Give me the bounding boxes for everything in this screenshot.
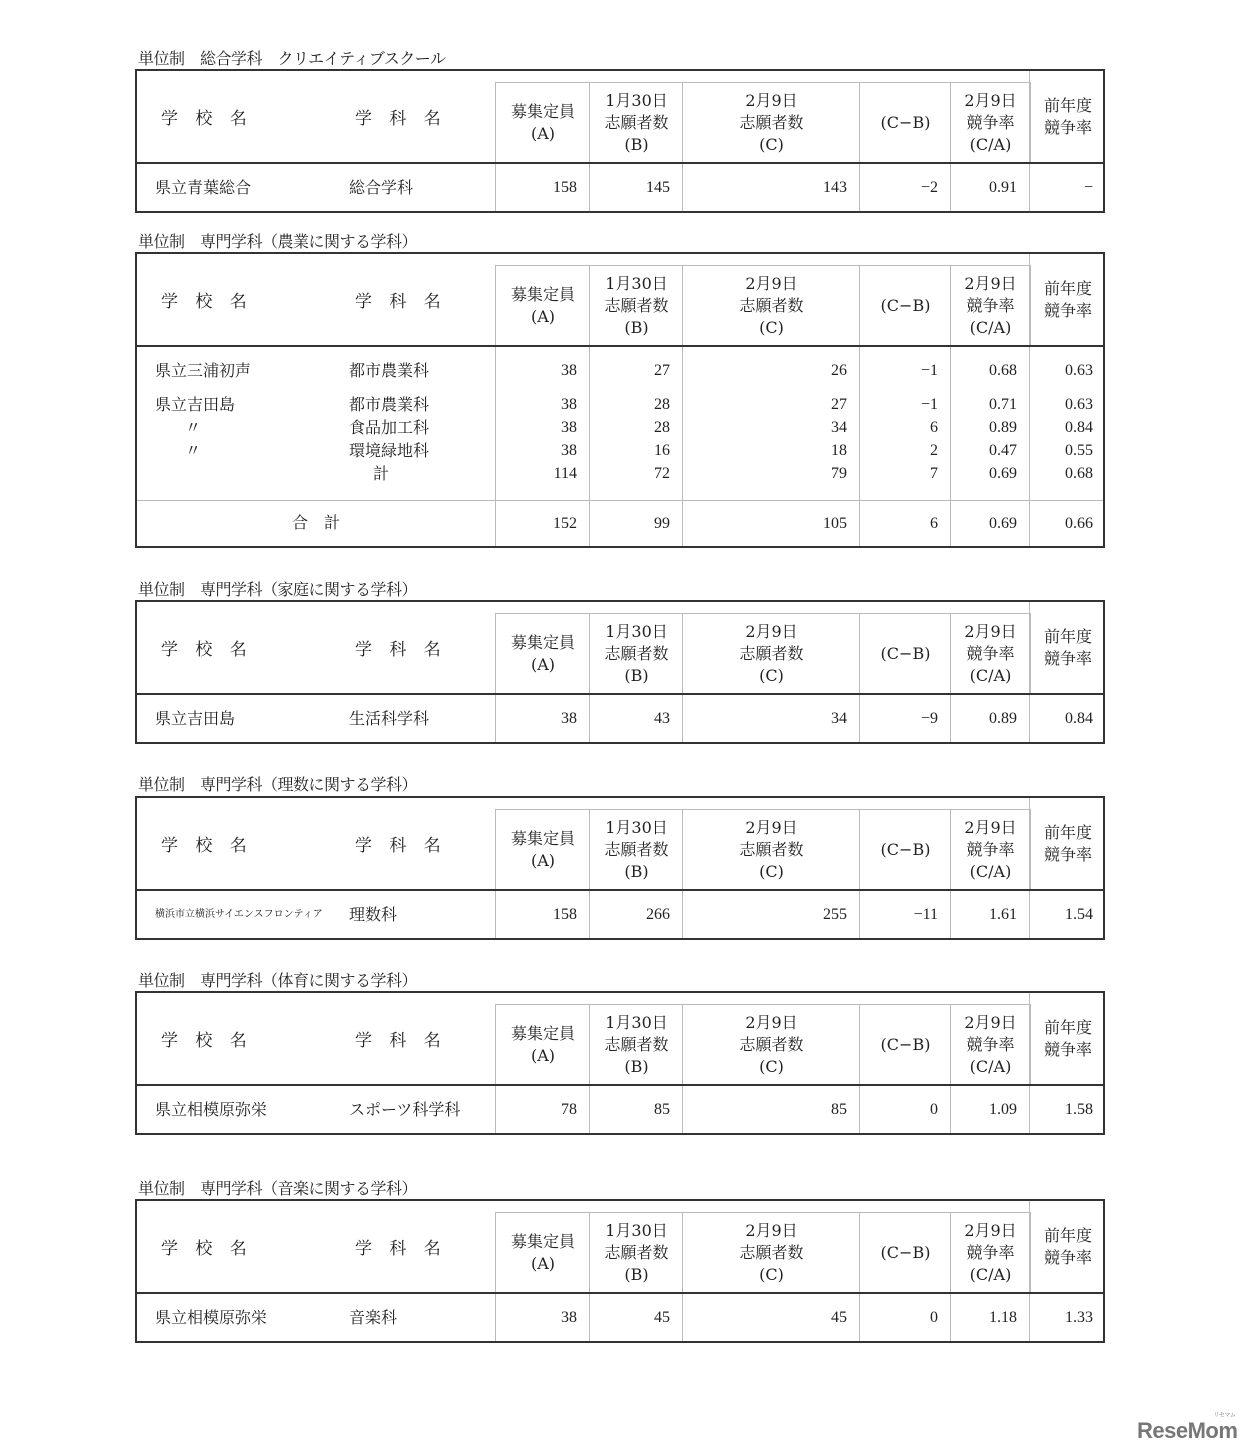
header-line: 募集定員: [510, 828, 575, 848]
header-line: (C/A): [969, 1264, 1012, 1284]
header-diff: [859, 1212, 951, 1292]
applicants-feb9: 79: [831, 465, 847, 482]
table-row: [137, 359, 1103, 382]
header-diff: [859, 82, 951, 162]
prev-ratio: 1.58: [1065, 1101, 1093, 1118]
header-line: (C/A): [969, 134, 1012, 154]
applicants-jan30: 85: [654, 1101, 670, 1118]
school-name: 県立青葉総合: [155, 178, 252, 197]
prev-ratio: 0.84: [1065, 710, 1093, 727]
header-line: (A): [530, 654, 556, 674]
table-row: [137, 707, 1103, 730]
department-name: 食品加工科: [349, 418, 430, 437]
capacity: 78: [561, 1101, 577, 1118]
header-school: 学 校 名: [161, 836, 253, 856]
header-ratio: [950, 613, 1031, 693]
header-line: 募集定員: [510, 1023, 575, 1043]
header-capacity: [495, 809, 590, 889]
header-line: 1月30日: [605, 90, 668, 110]
header-school: 学 校 名: [161, 1031, 253, 1051]
header-line: (B): [624, 317, 649, 337]
table-row: [137, 416, 1103, 439]
header-line: 競争率: [1043, 1247, 1092, 1267]
header-line: (C/A): [969, 317, 1012, 337]
header-line: (B): [624, 1056, 649, 1076]
applicants-feb9: 45: [831, 1309, 847, 1326]
capacity: 38: [561, 710, 577, 727]
header-school: 学 校 名: [161, 109, 253, 129]
table-header: [137, 602, 1103, 695]
total-value: 6: [930, 515, 938, 532]
school-name: 横浜市立横浜サイエンスフロンティア: [155, 909, 323, 920]
header-diff: [859, 265, 951, 345]
header-jan30: [589, 1004, 683, 1084]
header-line: 志願者数: [604, 112, 669, 132]
header-line: 2月9日: [964, 621, 1017, 641]
header-prev: [1029, 993, 1106, 1084]
logo-kana: リセマム: [1213, 1413, 1236, 1419]
header-jan30: [589, 82, 683, 162]
department-name: 都市農業科: [349, 395, 430, 414]
difference: 0: [930, 1309, 938, 1326]
applicants-jan30: 28: [654, 396, 670, 413]
header-line: 競争率: [966, 643, 1015, 663]
header-school: 学 校 名: [161, 640, 253, 660]
header-capacity: [495, 613, 590, 693]
section-title: 単位制 専門学科（家庭に関する学科）: [138, 580, 418, 599]
column-divider: [859, 501, 860, 546]
table-row: [137, 393, 1103, 416]
header-line: 競争率: [1043, 1039, 1092, 1059]
rows-group: [137, 695, 1103, 730]
difference: 0: [930, 1101, 938, 1118]
department-name: 都市農業科: [349, 361, 430, 380]
table-row: [137, 1306, 1103, 1329]
competition-ratio: 0.89: [989, 710, 1017, 727]
data-table: [135, 252, 1105, 548]
table-row: [137, 439, 1103, 462]
header-jan30: [589, 265, 683, 345]
section-title: 単位制 総合学科 クリエイティブスクール: [138, 49, 446, 68]
department-name: 理数科: [349, 905, 398, 924]
capacity: 38: [561, 419, 577, 436]
header-line: (A): [530, 1045, 556, 1065]
total-value: 0.69: [989, 515, 1017, 532]
column-divider: [950, 501, 951, 546]
capacity: 114: [553, 465, 577, 482]
header-line: 志願者数: [739, 643, 804, 663]
header-line: (C): [759, 317, 784, 337]
header-line: (A): [530, 850, 556, 870]
table-body: [137, 1086, 1103, 1133]
header-line: 2月9日: [745, 1012, 798, 1032]
applicants-feb9: 34: [831, 710, 847, 727]
difference: −1: [920, 362, 938, 379]
header-line: 1月30日: [605, 1220, 668, 1240]
table-row: [137, 462, 1103, 485]
table-body: [137, 891, 1103, 938]
header-line: 志願者数: [604, 295, 669, 315]
header-ratio: [950, 1004, 1031, 1084]
header-line: (A): [530, 1253, 556, 1273]
data-table: [135, 796, 1105, 940]
header-feb9: [682, 265, 860, 345]
capacity: 38: [561, 362, 577, 379]
header-dept: 学 科 名: [355, 109, 447, 129]
header-line: 志願者数: [604, 643, 669, 663]
department-name: 計: [373, 464, 390, 483]
header-line: (C−B): [880, 1034, 931, 1054]
applicants-jan30: 27: [654, 362, 670, 379]
header-line: 競争率: [966, 295, 1015, 315]
header-line: 競争率: [1043, 844, 1092, 864]
prev-ratio: 0.55: [1065, 442, 1093, 459]
column-divider: [1029, 501, 1030, 546]
header-line: 2月9日: [964, 1012, 1017, 1032]
header-line: 2月9日: [964, 273, 1017, 293]
header-line: (B): [624, 861, 649, 881]
applicants-jan30: 16: [654, 442, 670, 459]
header-line: 1月30日: [605, 817, 668, 837]
logo-text: ReseMom: [1137, 1418, 1238, 1443]
department-name: スポーツ科学科: [349, 1100, 461, 1119]
school-name: 県立相模原弥栄: [155, 1308, 268, 1327]
header-line: (C): [759, 861, 784, 881]
header-capacity: [495, 1004, 590, 1084]
header-feb9: [682, 809, 860, 889]
column-divider: [682, 501, 683, 546]
difference: −11: [913, 906, 938, 923]
rows-group: [137, 164, 1103, 199]
competition-ratio: 0.68: [989, 362, 1017, 379]
difference: −2: [920, 179, 938, 196]
header-line: (B): [624, 665, 649, 685]
competition-ratio: 0.69: [989, 465, 1017, 482]
header-line: 競争率: [966, 1034, 1015, 1054]
competition-ratio: 1.18: [989, 1309, 1017, 1326]
difference: 2: [930, 442, 938, 459]
header-prev: [1029, 602, 1106, 693]
total-value: 152: [553, 515, 577, 532]
section-title: 単位制 専門学科（音楽に関する学科）: [138, 1179, 418, 1198]
header-line: 競争率: [1043, 117, 1092, 137]
table-header: [137, 71, 1103, 164]
prev-ratio: 0.84: [1065, 419, 1093, 436]
prev-ratio: 1.33: [1065, 1309, 1093, 1326]
rows-group: [137, 347, 1103, 485]
school-name: 県立相模原弥栄: [155, 1100, 268, 1119]
header-line: (C): [759, 1056, 784, 1076]
prev-ratio: 1.54: [1065, 906, 1093, 923]
header-line: 志願者数: [739, 839, 804, 859]
applicants-feb9: 143: [823, 179, 847, 196]
school-name: 〃: [185, 441, 202, 460]
department-name: 総合学科: [349, 178, 414, 197]
header-dept: 学 科 名: [355, 836, 447, 856]
data-table: [135, 1199, 1105, 1343]
header-school: 学 校 名: [161, 1239, 253, 1259]
header-line: 2月9日: [745, 90, 798, 110]
competition-ratio: 0.89: [989, 419, 1017, 436]
table-row: [137, 176, 1103, 199]
applicants-jan30: 43: [654, 710, 670, 727]
data-table: [135, 600, 1105, 744]
total-value: 105: [823, 515, 847, 532]
header-jan30: [589, 809, 683, 889]
total-value: 0.66: [1065, 515, 1093, 532]
column-divider: [495, 501, 496, 546]
capacity: 38: [561, 1309, 577, 1326]
header-line: (B): [624, 134, 649, 154]
header-line: (C): [759, 665, 784, 685]
header-line: 志願者数: [739, 112, 804, 132]
table-body: [137, 1294, 1103, 1341]
capacity: 38: [561, 442, 577, 459]
table-body: [137, 164, 1103, 211]
header-line: 志願者数: [739, 295, 804, 315]
header-line: 2月9日: [745, 621, 798, 641]
table-row: [137, 1098, 1103, 1121]
competition-ratio: 1.61: [989, 906, 1017, 923]
applicants-feb9: 255: [823, 906, 847, 923]
header-line: 2月9日: [745, 817, 798, 837]
applicants-jan30: 45: [654, 1309, 670, 1326]
header-line: (C/A): [969, 861, 1012, 881]
header-line: 競争率: [1043, 648, 1092, 668]
header-line: 競争率: [1043, 300, 1092, 320]
table-header: [137, 1201, 1103, 1294]
header-line: 前年度: [1043, 1225, 1092, 1245]
header-ratio: [950, 809, 1031, 889]
header-line: (A): [530, 123, 556, 143]
school-name: 〃: [185, 418, 202, 437]
prev-ratio: 0.68: [1065, 465, 1093, 482]
header-capacity: [495, 1212, 590, 1292]
header-line: 競争率: [966, 112, 1015, 132]
table-header: [137, 798, 1103, 891]
capacity: 158: [553, 906, 577, 923]
header-line: 競争率: [966, 839, 1015, 859]
header-line: (C/A): [969, 665, 1012, 685]
header-prev: [1029, 798, 1106, 889]
applicants-feb9: 34: [831, 419, 847, 436]
header-line: (C): [759, 1264, 784, 1284]
header-line: 志願者数: [739, 1034, 804, 1054]
total-row: [137, 500, 1103, 546]
school-name: 県立吉田島: [155, 395, 236, 414]
header-feb9: [682, 613, 860, 693]
school-name: 県立三浦初声: [155, 361, 252, 380]
competition-ratio: 0.91: [989, 179, 1017, 196]
header-line: 志願者数: [604, 1034, 669, 1054]
table-body: [137, 347, 1103, 500]
header-school: 学 校 名: [161, 292, 253, 312]
header-line: 募集定員: [510, 101, 575, 121]
table-header: [137, 254, 1103, 347]
header-line: 前年度: [1043, 278, 1092, 298]
header-dept: 学 科 名: [355, 1239, 447, 1259]
header-line: (B): [624, 1264, 649, 1284]
header-feb9: [682, 82, 860, 162]
section-title: 単位制 専門学科（体育に関する学科）: [138, 971, 418, 990]
applicants-jan30: 72: [654, 465, 670, 482]
header-diff: [859, 613, 951, 693]
header-line: 2月9日: [745, 273, 798, 293]
header-line: (C/A): [969, 1056, 1012, 1076]
total-label: 合 計: [292, 515, 341, 532]
table-header: [137, 993, 1103, 1086]
header-line: (C−B): [880, 839, 931, 859]
header-line: 競争率: [966, 1242, 1015, 1262]
section-title: 単位制 専門学科（農業に関する学科）: [138, 232, 418, 251]
competition-ratio: 1.09: [989, 1101, 1017, 1118]
resemom-logo: [1137, 1413, 1238, 1444]
header-feb9: [682, 1212, 860, 1292]
applicants-feb9: 27: [831, 396, 847, 413]
header-line: 2月9日: [964, 817, 1017, 837]
header-line: 2月9日: [964, 90, 1017, 110]
header-line: 志願者数: [604, 839, 669, 859]
school-name: 県立吉田島: [155, 709, 236, 728]
prev-ratio: −: [1083, 179, 1093, 196]
header-line: (A): [530, 306, 556, 326]
capacity: 38: [561, 396, 577, 413]
header-line: 募集定員: [510, 632, 575, 652]
applicants-jan30: 266: [646, 906, 670, 923]
header-line: 前年度: [1043, 1017, 1092, 1037]
header-line: 1月30日: [605, 1012, 668, 1032]
applicants-jan30: 28: [654, 419, 670, 436]
header-ratio: [950, 82, 1031, 162]
data-table: [135, 69, 1105, 213]
difference: −9: [920, 710, 938, 727]
header-line: (C−B): [880, 1242, 931, 1262]
section-title: 単位制 専門学科（理数に関する学科）: [138, 775, 418, 794]
header-feb9: [682, 1004, 860, 1084]
header-capacity: [495, 265, 590, 345]
applicants-feb9: 85: [831, 1101, 847, 1118]
header-capacity: [495, 82, 590, 162]
header-line: 志願者数: [604, 1242, 669, 1262]
header-dept: 学 科 名: [355, 1031, 447, 1051]
table-row: [137, 903, 1103, 926]
header-diff: [859, 1004, 951, 1084]
header-prev: [1029, 71, 1106, 162]
prev-ratio: 0.63: [1065, 362, 1093, 379]
rows-group: [137, 1294, 1103, 1329]
header-line: 2月9日: [745, 1220, 798, 1240]
competition-ratio: 0.71: [989, 396, 1017, 413]
header-line: 2月9日: [964, 1220, 1017, 1240]
prev-ratio: 0.63: [1065, 396, 1093, 413]
header-ratio: [950, 1212, 1031, 1292]
applicants-feb9: 18: [831, 442, 847, 459]
header-ratio: [950, 265, 1031, 345]
header-line: 志願者数: [739, 1242, 804, 1262]
header-line: 前年度: [1043, 822, 1092, 842]
difference: 7: [930, 465, 938, 482]
applicants-feb9: 26: [831, 362, 847, 379]
data-table: [135, 991, 1105, 1135]
header-prev: [1029, 1201, 1106, 1292]
rows-group: [137, 891, 1103, 926]
header-dept: 学 科 名: [355, 292, 447, 312]
header-line: (C−B): [880, 112, 931, 132]
department-name: 環境緑地科: [349, 441, 430, 460]
header-line: 募集定員: [510, 1231, 575, 1251]
header-line: 1月30日: [605, 273, 668, 293]
rows-group: [137, 1086, 1103, 1121]
capacity: 158: [553, 179, 577, 196]
header-line: 1月30日: [605, 621, 668, 641]
header-dept: 学 科 名: [355, 640, 447, 660]
header-line: 前年度: [1043, 95, 1092, 115]
header-jan30: [589, 1212, 683, 1292]
competition-ratio: 0.47: [989, 442, 1017, 459]
difference: −1: [920, 396, 938, 413]
column-divider: [589, 501, 590, 546]
department-name: 生活科学科: [349, 709, 430, 728]
total-value: 99: [654, 515, 670, 532]
header-line: 前年度: [1043, 626, 1092, 646]
header-line: (C−B): [880, 643, 931, 663]
header-jan30: [589, 613, 683, 693]
department-name: 音楽科: [349, 1308, 398, 1327]
header-diff: [859, 809, 951, 889]
header-prev: [1029, 254, 1106, 345]
applicants-jan30: 145: [646, 179, 670, 196]
header-line: (C): [759, 134, 784, 154]
table-body: [137, 695, 1103, 742]
header-line: (C−B): [880, 295, 931, 315]
difference: 6: [930, 419, 938, 436]
header-line: 募集定員: [510, 284, 575, 304]
